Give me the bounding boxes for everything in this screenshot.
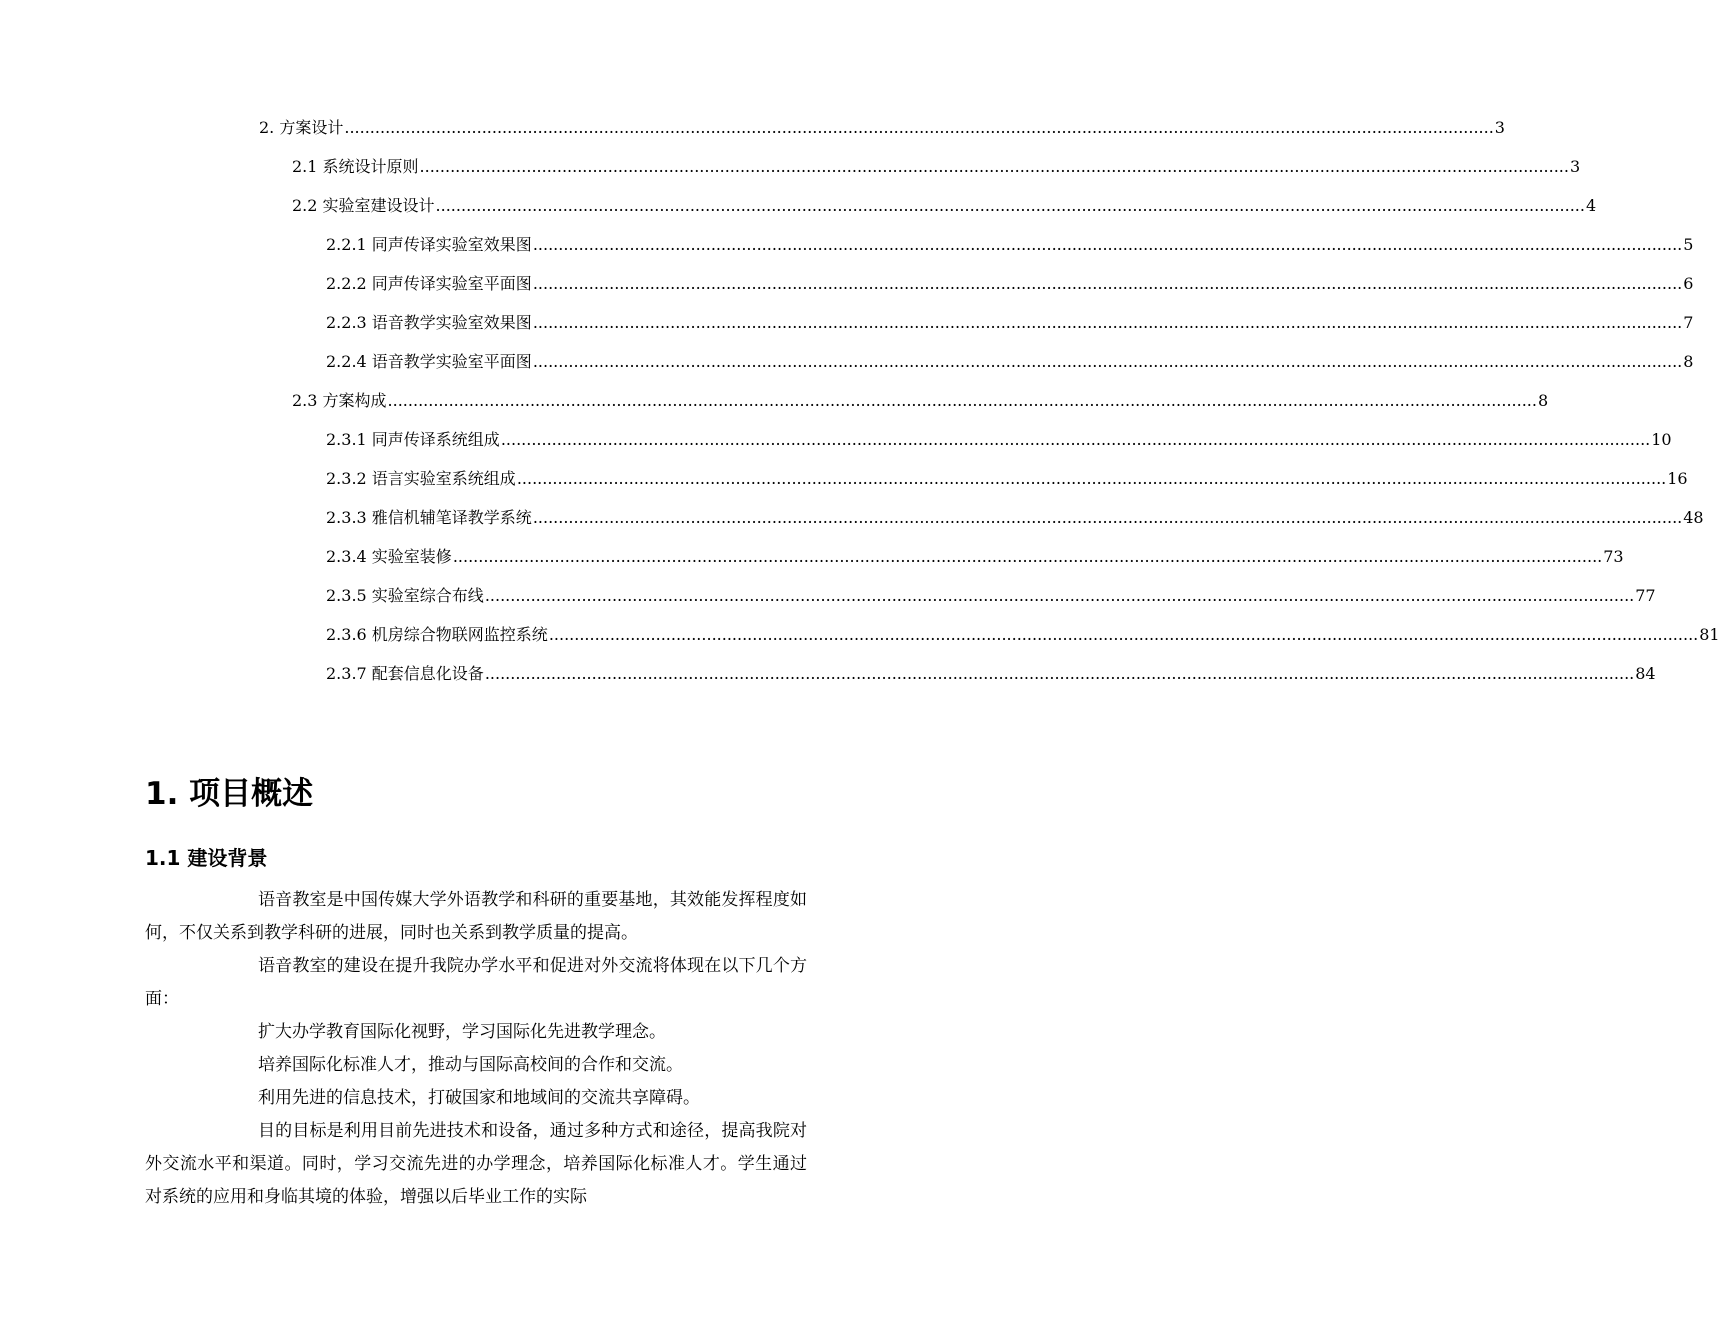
toc-title: 方案设计: [279, 118, 344, 137]
toc-entry[interactable]: [326, 507, 1704, 529]
toc-page: 48: [1683, 508, 1704, 527]
toc-title: 配套信息化设备: [371, 664, 484, 683]
toc-number: 2.3.6: [326, 625, 372, 644]
toc-number: 2.2: [292, 196, 323, 215]
toc-leader: ..................................................................................................................................................................................................................................: [532, 235, 1683, 254]
toc-title: 雅信机辅笔译教学系统: [371, 508, 532, 527]
toc-number: 2.2.1: [326, 235, 372, 254]
toc-page: 7: [1683, 313, 1694, 332]
toc-title: 同声传译系统组成: [371, 430, 500, 449]
toc-entry[interactable]: [326, 429, 1672, 451]
paragraph: 语音教室的建设在提升我院办学水平和促进对外交流将体现在以下几个方面：: [145, 956, 807, 1009]
toc-leader: ..................................................................................................................................................................................................................................: [344, 118, 1494, 137]
toc-entry[interactable]: [326, 234, 1694, 256]
toc-entry[interactable]: [326, 273, 1694, 295]
toc-page: 84: [1635, 664, 1656, 683]
toc-page: 77: [1635, 586, 1656, 605]
paragraph: 目的目标是利用目前先进技术和设备，通过多种方式和途径，提高我院对外交流水平和渠道。同时，学习交流先进的办学理念，培养国际化标准人才。学生通过对系统的应用和身临其境的体验，增强以后毕业工作的实际: [145, 1121, 807, 1207]
toc-title: 机房综合物联网监控系统: [371, 625, 548, 644]
toc-page: 10: [1651, 430, 1672, 449]
toc-page: 8: [1683, 352, 1694, 371]
toc-page: 3: [1494, 118, 1505, 137]
toc-number: 2.2.2: [326, 274, 372, 293]
section-heading: 1. 项目概述: [145, 776, 314, 812]
toc-entry[interactable]: [292, 195, 1597, 217]
paragraph: 扩大办学教育国际化视野，学习国际化先进教学理念。: [258, 1022, 666, 1042]
toc-entry[interactable]: [326, 546, 1624, 568]
subsection-heading: 1.1 建设背景: [145, 846, 268, 870]
toc-leader: ..................................................................................................................................................................................................................................: [484, 586, 1635, 605]
toc-leader: ..................................................................................................................................................................................................................................: [532, 313, 1683, 332]
toc-number: 2.3.7: [326, 664, 372, 683]
toc-page: 4: [1585, 196, 1597, 215]
body-text: [145, 884, 807, 1214]
toc-leader: ..................................................................................................................................................................................................................................: [500, 430, 1651, 449]
toc-title: 实验室建设设计: [322, 196, 435, 215]
toc-entry[interactable]: [292, 156, 1581, 178]
toc-number: 2.2.3: [326, 313, 372, 332]
toc-title: 实验室装修: [371, 547, 452, 566]
toc-entry[interactable]: [326, 624, 1720, 646]
toc-leader: ..................................................................................................................................................................................................................................: [435, 196, 1585, 215]
toc-page: 3: [1569, 157, 1581, 176]
paragraph: 语音教室是中国传媒大学外语教学和科研的重要基地，其效能发挥程度如何，不仅关系到教学科研的进展，同时也关系到教学质量的提高。: [145, 890, 807, 943]
toc-leader: ..................................................................................................................................................................................................................................: [532, 352, 1683, 371]
toc-entry[interactable]: [259, 117, 1505, 139]
toc-title: 同声传译实验室效果图: [371, 235, 532, 254]
paragraph: 培养国际化标准人才，推动与国际高校间的合作和交流。: [258, 1055, 683, 1075]
toc-entry[interactable]: [326, 312, 1694, 334]
toc-entry[interactable]: [326, 351, 1694, 373]
toc-number: 2.3: [292, 391, 323, 410]
toc-entry[interactable]: [326, 585, 1656, 607]
toc-leader: ..................................................................................................................................................................................................................................: [484, 664, 1635, 683]
toc-entry[interactable]: [292, 390, 1549, 412]
toc-title: 实验室综合布线: [371, 586, 484, 605]
toc-number: 2.1: [292, 157, 323, 176]
toc-title: 系统设计原则: [322, 157, 419, 176]
toc-page: 6: [1683, 274, 1694, 293]
toc-page: 73: [1603, 547, 1624, 566]
toc-title: 同声传译实验室平面图: [371, 274, 532, 293]
toc-number: 2.3.2: [326, 469, 372, 488]
toc-leader: ..................................................................................................................................................................................................................................: [548, 625, 1699, 644]
toc-number: 2.3.1: [326, 430, 372, 449]
toc-page: 5: [1683, 235, 1694, 254]
toc-leader: ..................................................................................................................................................................................................................................: [516, 469, 1667, 488]
toc-page: 81: [1699, 625, 1720, 644]
toc-number: 2.3.3: [326, 508, 372, 527]
toc-title: 方案构成: [322, 391, 387, 410]
toc-number: 2.3.5: [326, 586, 372, 605]
toc-leader: ..................................................................................................................................................................................................................................: [532, 508, 1683, 527]
toc-number: 2.3.4: [326, 547, 372, 566]
toc-page: 8: [1537, 391, 1549, 410]
toc-title: 语音教学实验室平面图: [371, 352, 532, 371]
toc-number: 2.2.4: [326, 352, 372, 371]
toc-leader: ..................................................................................................................................................................................................................................: [387, 391, 1537, 410]
toc-number: 2.: [259, 118, 280, 137]
toc-page: 16: [1667, 469, 1688, 488]
toc-entry[interactable]: [326, 468, 1688, 490]
toc-entry[interactable]: [326, 663, 1656, 685]
toc-title: 语言实验室系统组成: [371, 469, 516, 488]
toc-leader: ..................................................................................................................................................................................................................................: [419, 157, 1569, 176]
toc-title: 语音教学实验室效果图: [371, 313, 532, 332]
toc-leader: ..................................................................................................................................................................................................................................: [532, 274, 1683, 293]
toc-leader: ..................................................................................................................................................................................................................................: [452, 547, 1603, 566]
paragraph: 利用先进的信息技术，打破国家和地域间的交流共享障碍。: [258, 1088, 700, 1108]
